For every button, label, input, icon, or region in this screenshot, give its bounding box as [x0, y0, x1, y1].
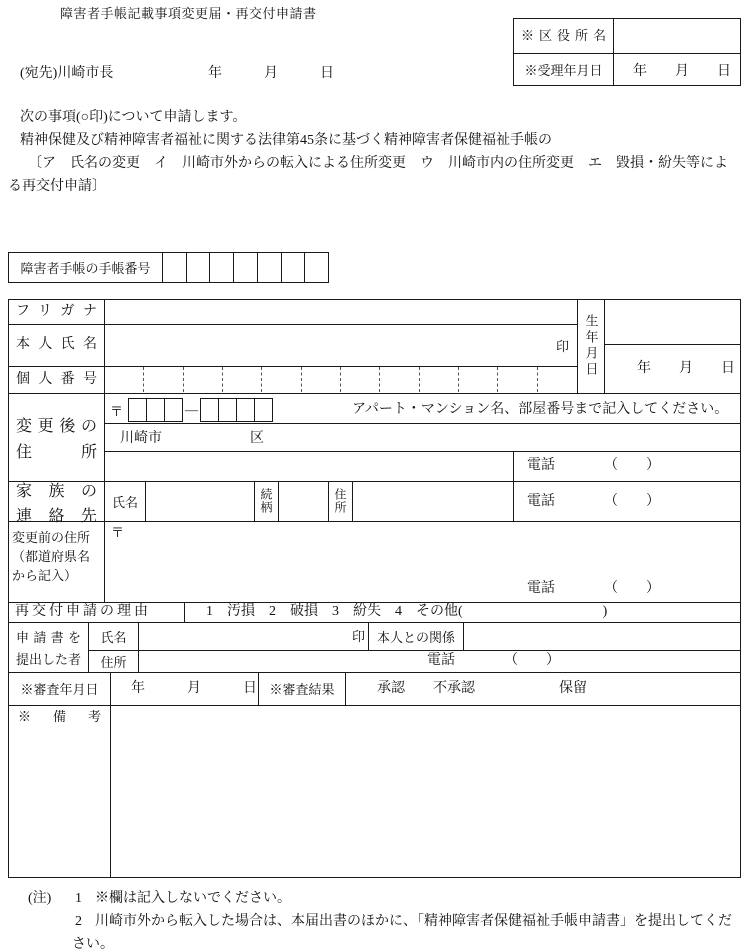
- intro-line-4: る再交付申請〕: [8, 179, 106, 194]
- grid-line: [184, 602, 185, 622]
- personal-number-cell[interactable]: [143, 367, 182, 392]
- furigana-field[interactable]: [105, 300, 576, 323]
- city-label: 川崎市: [120, 431, 162, 446]
- handbook-number-box: [8, 252, 329, 283]
- remarks-field[interactable]: [111, 706, 739, 876]
- dob-label: 生年月日: [583, 314, 599, 378]
- handbook-number-cell[interactable]: [281, 253, 305, 282]
- personal-number-cell[interactable]: [379, 367, 418, 392]
- dob-blank-field[interactable]: [605, 300, 740, 343]
- handbook-number-cell[interactable]: [163, 253, 186, 282]
- postal-code-cell[interactable]: [128, 398, 147, 422]
- personal-number-cell[interactable]: [261, 367, 300, 392]
- submitter-label-line1: 申請書を: [16, 630, 81, 645]
- note2-text-line1: 川崎市外から転入した場合は、本届出書のほかに、「精神障害者保健福祉手帳申請書」を提出してくだ: [95, 914, 732, 929]
- postal-code-cell[interactable]: [236, 398, 255, 422]
- furigana-label: フリガナ: [16, 304, 97, 319]
- accepted-date-label: ※受理年月日: [524, 63, 603, 78]
- postal-code-group-1: [128, 398, 183, 422]
- postal-code-cell[interactable]: [200, 398, 219, 422]
- intro-line-1: 次の事項(○印)について申請します。: [20, 110, 247, 125]
- family-address-label-cell: [329, 482, 352, 520]
- postal-code-row: [110, 397, 273, 423]
- new-address-label: [9, 394, 104, 481]
- note2-text-line2: さい。: [72, 937, 114, 951]
- submitter-seal-mark: 印: [352, 629, 366, 644]
- family-label-line1: 家族の: [16, 482, 97, 500]
- handbook-number-cell[interactable]: [233, 253, 257, 282]
- submitter-name-label: 氏名: [100, 629, 127, 645]
- office-name-label: ※区役所名: [521, 28, 606, 43]
- submitter-label: [9, 623, 88, 672]
- personal-number-label: 個人番号: [16, 372, 97, 387]
- review-result-label: ※審査結果: [269, 682, 335, 697]
- handbook-number-cell[interactable]: [186, 253, 210, 282]
- handbook-number-cell[interactable]: [209, 253, 233, 282]
- family-contact-label: [9, 482, 104, 525]
- family-label-line2: 連絡先: [16, 507, 97, 525]
- submitter-label-line2: 提出した者: [16, 652, 82, 667]
- accepted-date-value: 年 月 日: [633, 64, 731, 79]
- grid-line: [513, 451, 514, 521]
- personal-number-cell[interactable]: [105, 367, 143, 392]
- postal-dash: ―: [185, 402, 199, 417]
- handbook-number-cell[interactable]: [304, 253, 328, 282]
- submitter-tel: 電話 （ ）: [427, 653, 560, 668]
- apartment-note: アパート・マンション名、部屋番号まで記入してください。: [352, 402, 729, 417]
- review-date-label: ※審査年月日: [20, 682, 99, 697]
- grid-line: [8, 672, 741, 673]
- postal-code-group-2: [200, 398, 273, 422]
- submitter-relation-label: 本人との関係: [376, 629, 455, 645]
- dob-label-cell: [578, 300, 604, 392]
- personal-number-cell[interactable]: [419, 367, 458, 392]
- family-tel: 電話 （ ）: [527, 494, 660, 509]
- personal-number-cell[interactable]: [458, 367, 497, 392]
- addressee-date: 年 月 日: [208, 66, 334, 81]
- postal-mark: 〒: [110, 403, 124, 419]
- personal-number-cell[interactable]: [340, 367, 379, 392]
- reissue-reason-options: 1 汚損 2 破損 3 紛失 4 その他( ): [206, 604, 608, 619]
- name-label: 本人氏名: [16, 337, 97, 352]
- new-address-detail-field[interactable]: [270, 424, 739, 450]
- note1-text: ※欄は記入しないでください。: [95, 891, 291, 906]
- family-address-label: 住所: [333, 488, 347, 514]
- handbook-number-cell[interactable]: [257, 253, 281, 282]
- postal-code-cell[interactable]: [164, 398, 183, 422]
- submitter-address-field[interactable]: [139, 651, 424, 672]
- submitter-relation-field[interactable]: [464, 623, 739, 650]
- office-name-field[interactable]: [614, 19, 740, 52]
- new-address-label-line2: 住所: [16, 444, 97, 461]
- intro-line-3: 〔ア 氏名の変更 イ 川崎市外からの転入による住所変更 ウ 川崎市内の住所変更 エ 毀損・紛失等によ: [28, 156, 728, 171]
- grid-line: [345, 672, 346, 705]
- family-name-field[interactable]: [146, 482, 253, 520]
- submitter-name-field[interactable]: [139, 623, 367, 650]
- reissue-reason-label: 再交付申請の理由: [15, 604, 151, 619]
- grid-line: [604, 344, 741, 345]
- family-relation-field[interactable]: [279, 482, 327, 520]
- grid-line: [8, 877, 741, 878]
- new-address-line2-field[interactable]: [105, 452, 512, 480]
- old-postal-mark: 〒: [111, 525, 125, 540]
- note1-number: 1: [75, 891, 82, 906]
- intro-line-2: 精神保健及び精神障害者福祉に関する法律第45条に基づく精神障害者保健福祉手帳の: [20, 133, 552, 148]
- name-field[interactable]: [105, 325, 553, 365]
- new-address-tel: 電話 （ ）: [527, 458, 660, 473]
- old-address-tel: 電話 （ ）: [527, 581, 660, 596]
- handbook-number-label: 障害者手帳の手帳番号: [9, 253, 163, 282]
- old-address-label-line2: （都道府県名: [12, 549, 91, 564]
- postal-code-cell[interactable]: [146, 398, 165, 422]
- family-relation-label-cell: [255, 482, 278, 520]
- family-name-label: 氏名: [111, 494, 138, 510]
- old-address-label-line3: から記入）: [12, 568, 78, 583]
- new-address-label-line1: 変更後の: [16, 418, 97, 435]
- name-seal-mark: 印: [556, 339, 570, 354]
- personal-number-cell[interactable]: [497, 367, 536, 392]
- submitter-address-label: 住所: [100, 654, 127, 670]
- postal-code-cell[interactable]: [218, 398, 237, 422]
- family-address-field[interactable]: [353, 482, 512, 520]
- review-date-value: 年 月 日: [131, 681, 257, 696]
- personal-number-row: [105, 367, 576, 392]
- grid-line: [8, 393, 741, 394]
- old-address-label-line1: 変更前の住所: [12, 530, 91, 545]
- personal-number-cell[interactable]: [183, 367, 222, 392]
- personal-number-cell[interactable]: [222, 367, 261, 392]
- postal-code-cell[interactable]: [254, 398, 273, 422]
- remarks-label: ※備考: [18, 709, 101, 724]
- addressee-label: (宛先)川崎市長: [20, 66, 114, 81]
- personal-number-cell[interactable]: [537, 367, 576, 392]
- review-result-options: 承認 不承認 保留: [377, 681, 587, 696]
- note2-number: 2: [75, 914, 82, 929]
- ward-label: 区: [250, 431, 264, 446]
- dob-date: 年 月 日: [637, 361, 735, 376]
- grid-line: [740, 299, 741, 878]
- page-title: 障害者手帳記載事項変更届・再交付申請書: [60, 6, 317, 21]
- note-mark: (注): [28, 891, 52, 906]
- personal-number-cell[interactable]: [301, 367, 340, 392]
- family-relation-label: 続柄: [259, 488, 273, 514]
